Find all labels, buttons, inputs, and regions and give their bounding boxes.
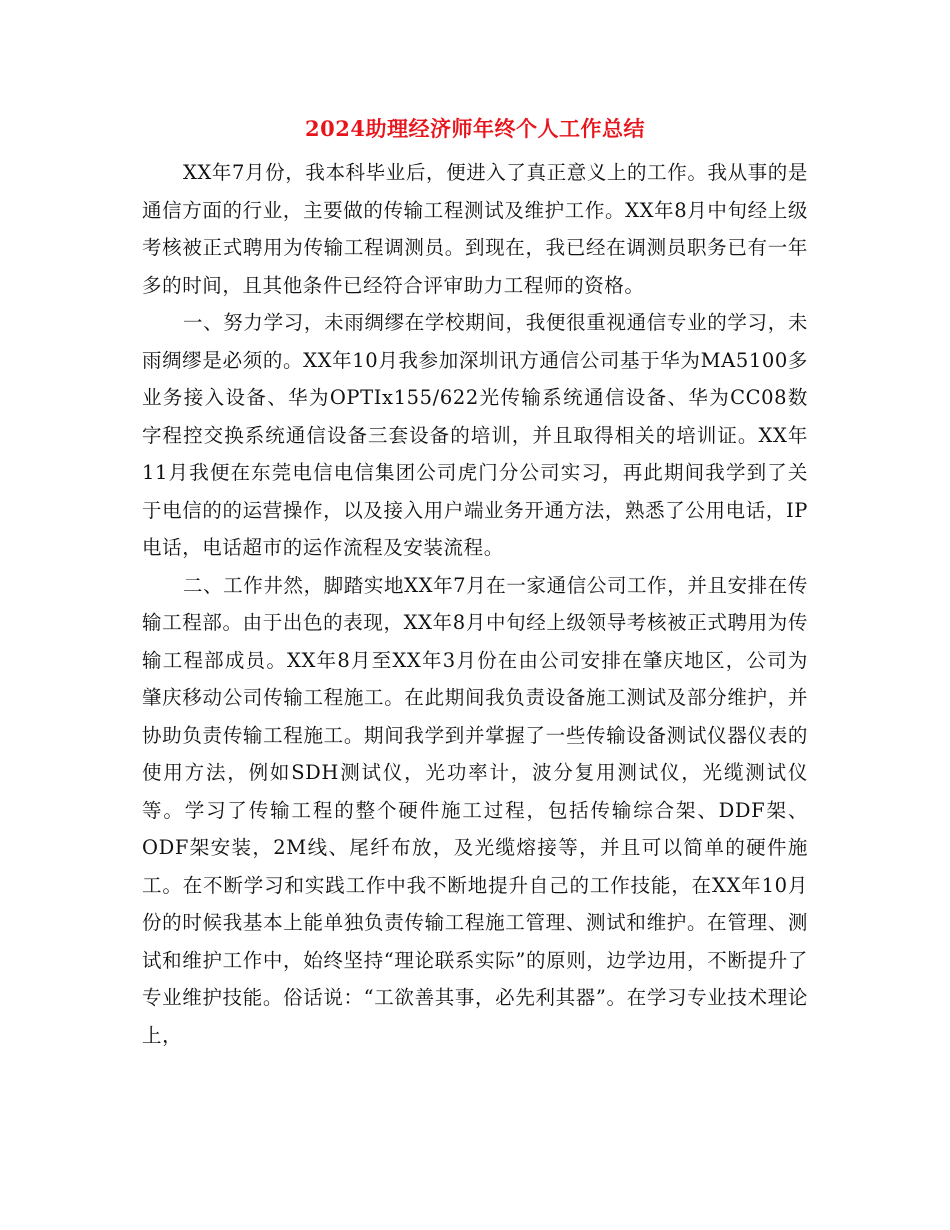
document-body bbox=[142, 154, 808, 1054]
paragraph-1: XX年7月份，我本科毕业后，便进入了真正意义上的工作。我从事的是通信方面的行业，主要做的传输工程测试及维护工作。XX年8月中旬经上级考核被正式聘用为传输工程调测员。到现在，我已经在调测员职务已有一年多的时间，且其他条件已经符合评审助力工程师的资格。 bbox=[142, 161, 808, 297]
document-title: 2024助理经济师年终个人工作总结 bbox=[305, 116, 645, 141]
paragraph-3: 二、工作井然，脚踏实地XX年7月在一家通信公司工作，并且安排在传输工程部。由于出色的表现，XX年8月中旬经上级领导考核被正式聘用为传输工程部成员。XX年8月至XX年3月份在由公司安排在肇庆地区，公司为肇庆移动公司传输工程施工。在此期间我负责设备施工测试及部分维护，并协助负责传输工程施工。期间我学到并掌握了一些传输设备测试仪器仪表的使用方法，例如SDH测试仪，光功率计，波分复用测试仪，光缆测试仪等。学习了传输工程的整个硬件施工过程，包括传输综合架、DDF架、ODF架安装，2M线、尾纤布放，及光缆熔接等，并且可以简单的硬件施工。在不断学习和实践工作中我不断地提升自己的工作技能，在XX年10月份的时候我基本上能单独负责传输工程施工管理、测试和维护。在管理、测试和维护工作中，始终坚持“理论联系实际”的原则，边学边用，不断提升了专业维护技能。俗话说：“工欲善其事，必先利其器”。在学习专业技术理论上， bbox=[142, 573, 808, 1047]
paragraph-2: 一、努力学习，未雨绸缪在学校期间，我便很重视通信专业的学习，未雨绸缪是必须的。XX年10月我参加深圳讯方通信公司基于华为MA5100多业务接入设备、华为OPTIx155/622光传输系统通信设备、华为CC08数字程控交换系统通信设备三套设备的培训，并且取得相关的培训证。XX年11月我便在东莞电信电信集团公司虎门分公司实习，再此期间我学到了关于电信的的运营操作，以及接入用户端业务开通方法，熟悉了公用电话，IP电话，电话超市的运作流程及安装流程。 bbox=[142, 311, 808, 559]
